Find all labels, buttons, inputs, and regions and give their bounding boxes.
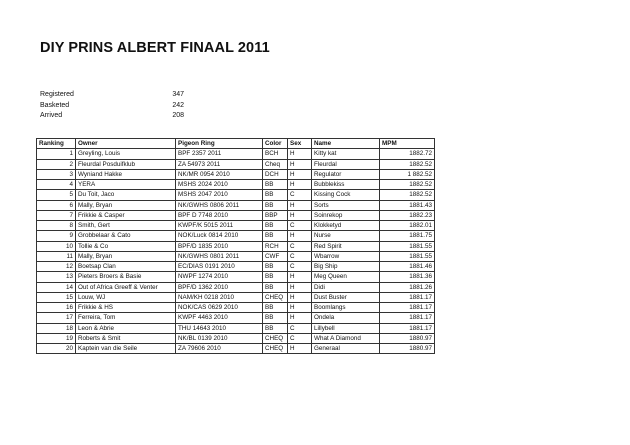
cell-pigeon-ring: NOK/Luck 0814 2010 <box>176 231 263 241</box>
cell-mpm: 1881.17 <box>380 313 435 323</box>
cell-sex: C <box>288 241 312 251</box>
cell-mpm: 1881.17 <box>380 323 435 333</box>
cell-pigeon-ring: ZA 54973 2011 <box>176 159 263 169</box>
table-row <box>37 323 435 333</box>
table-row <box>37 169 435 179</box>
cell-ranking: 19 <box>37 333 76 343</box>
table-header-row <box>37 139 435 149</box>
cell-ranking: 6 <box>37 200 76 210</box>
cell-mpm: 1 882.52 <box>380 169 435 179</box>
cell-sex: C <box>288 251 312 261</box>
cell-owner: Mally, Bryan <box>76 251 176 261</box>
stat-value: 208 <box>172 112 184 119</box>
table-row <box>37 231 435 241</box>
cell-ranking: 14 <box>37 282 76 292</box>
cell-sex: H <box>288 159 312 169</box>
cell-color: BBP <box>263 210 288 220</box>
cell-name: Lillybell <box>312 323 380 333</box>
cell-mpm: 1881.36 <box>380 272 435 282</box>
cell-name: Big Ship <box>312 262 380 272</box>
cell-ranking: 9 <box>37 231 76 241</box>
cell-sex: C <box>288 190 312 200</box>
cell-ranking: 11 <box>37 251 76 261</box>
cell-mpm: 1881.43 <box>380 200 435 210</box>
cell-sex: H <box>288 282 312 292</box>
cell-owner: Roberts & Smit <box>76 333 176 343</box>
results-table <box>36 138 435 354</box>
cell-sex: C <box>288 221 312 231</box>
cell-pigeon-ring: NWPF 1274 2010 <box>176 272 263 282</box>
stat-label: Basketed <box>40 101 70 109</box>
stat-registered <box>40 91 184 102</box>
cell-pigeon-ring: NOK/CAS 0629 2010 <box>176 303 263 313</box>
cell-color: CWF <box>263 251 288 261</box>
stat-value: 347 <box>172 91 184 98</box>
cell-sex: H <box>288 344 312 354</box>
header-ranking: Ranking <box>37 139 76 149</box>
stat-label: Arrived <box>40 112 63 119</box>
cell-owner: Frikkie & Casper <box>76 210 176 220</box>
cell-owner: Du Toit, Jaco <box>76 190 176 200</box>
cell-name: What A Diamond <box>312 333 380 343</box>
cell-color: BB <box>263 221 288 231</box>
cell-name: Regulator <box>312 169 380 179</box>
cell-name: Fleurdal <box>312 159 380 169</box>
header-mpm: MPM <box>380 139 435 149</box>
cell-pigeon-ring: NK/MR 0954 2010 <box>176 169 263 179</box>
cell-pigeon-ring: NK/GWHS 0801 2011 <box>176 251 263 261</box>
cell-color: CHEQ <box>263 333 288 343</box>
cell-pigeon-ring: THU 14643 2010 <box>176 323 263 333</box>
cell-sex: H <box>288 210 312 220</box>
cell-color: BCH <box>263 149 288 159</box>
cell-mpm: 1882.01 <box>380 221 435 231</box>
cell-owner: Ferreira, Tom <box>76 313 176 323</box>
stat-value: 242 <box>172 101 184 109</box>
cell-color: BB <box>263 303 288 313</box>
table-row <box>37 262 435 272</box>
cell-mpm: 1880.97 <box>380 333 435 343</box>
table-row <box>37 282 435 292</box>
race-stats <box>40 91 184 123</box>
cell-sex: H <box>288 303 312 313</box>
cell-pigeon-ring: KWPF/K 5015 2011 <box>176 221 263 231</box>
cell-owner: Wyniand Hakke <box>76 169 176 179</box>
cell-mpm: 1881.75 <box>380 231 435 241</box>
cell-mpm: 1882.52 <box>380 190 435 200</box>
cell-name: Nurse <box>312 231 380 241</box>
table-row <box>37 313 435 323</box>
cell-color: RCH <box>263 241 288 251</box>
cell-pigeon-ring: ZA 79606 2010 <box>176 344 263 354</box>
cell-mpm: 1882.23 <box>380 210 435 220</box>
page-title: DIY PRINS ALBERT FINAAL 2011 <box>40 40 270 56</box>
cell-pigeon-ring: NK/BL 0139 2010 <box>176 333 263 343</box>
header-name: Name <box>312 139 380 149</box>
table-row <box>37 210 435 220</box>
cell-color: Cheq <box>263 159 288 169</box>
cell-name: Meg Queen <box>312 272 380 282</box>
cell-pigeon-ring: MSHS 2047 2010 <box>176 190 263 200</box>
cell-ranking: 8 <box>37 221 76 231</box>
cell-mpm: 1882.72 <box>380 149 435 159</box>
table-row <box>37 292 435 302</box>
cell-name: Kitty kat <box>312 149 380 159</box>
cell-owner: Louw, WJ <box>76 292 176 302</box>
cell-ranking: 3 <box>37 169 76 179</box>
cell-color: BB <box>263 323 288 333</box>
cell-pigeon-ring: BPF 2357 2011 <box>176 149 263 159</box>
table-row <box>37 272 435 282</box>
cell-mpm: 1880.97 <box>380 344 435 354</box>
cell-name: Bubblekiss <box>312 180 380 190</box>
cell-color: CHEQ <box>263 344 288 354</box>
cell-owner: Kaptein van die Seile <box>76 344 176 354</box>
cell-owner: Mally, Bryan <box>76 200 176 210</box>
cell-color: BB <box>263 200 288 210</box>
cell-ranking: 18 <box>37 323 76 333</box>
cell-pigeon-ring: BPF/D 1362 2010 <box>176 282 263 292</box>
cell-ranking: 13 <box>37 272 76 282</box>
table-row <box>37 241 435 251</box>
cell-owner: Leon & Abrie <box>76 323 176 333</box>
cell-ranking: 15 <box>37 292 76 302</box>
cell-color: BB <box>263 231 288 241</box>
cell-ranking: 1 <box>37 149 76 159</box>
cell-pigeon-ring: EC/DIAS 0191 2010 <box>176 262 263 272</box>
cell-owner: Boetsap Clan <box>76 262 176 272</box>
cell-pigeon-ring: MSHS 2024 2010 <box>176 180 263 190</box>
cell-ranking: 4 <box>37 180 76 190</box>
cell-ranking: 5 <box>37 190 76 200</box>
header-color: Color <box>263 139 288 149</box>
cell-name: Wbarrow <box>312 251 380 261</box>
cell-color: BB <box>263 313 288 323</box>
table-row <box>37 221 435 231</box>
cell-color: BB <box>263 272 288 282</box>
cell-sex: H <box>288 180 312 190</box>
cell-color: BB <box>263 282 288 292</box>
table-row <box>37 200 435 210</box>
table-row <box>37 159 435 169</box>
cell-mpm: 1882.52 <box>380 180 435 190</box>
cell-mpm: 1882.52 <box>380 159 435 169</box>
table-row <box>37 303 435 313</box>
cell-owner: Greyling, Louis <box>76 149 176 159</box>
cell-name: Kissing Cock <box>312 190 380 200</box>
cell-name: Dust Buster <box>312 292 380 302</box>
cell-sex: C <box>288 323 312 333</box>
cell-pigeon-ring: BPF/D 1835 2010 <box>176 241 263 251</box>
table-row <box>37 180 435 190</box>
cell-sex: H <box>288 169 312 179</box>
cell-owner: YERA <box>76 180 176 190</box>
cell-color: BB <box>263 262 288 272</box>
cell-pigeon-ring: KWPF 4463 2010 <box>176 313 263 323</box>
cell-owner: Smith, Gert <box>76 221 176 231</box>
cell-name: Ondela <box>312 313 380 323</box>
cell-color: CHEQ <box>263 292 288 302</box>
stat-basketed <box>40 102 184 113</box>
header-owner: Owner <box>76 139 176 149</box>
cell-owner: Grobbelaar & Cato <box>76 231 176 241</box>
table-row <box>37 190 435 200</box>
cell-owner: Fleurdal Posduifklub <box>76 159 176 169</box>
cell-sex: H <box>288 200 312 210</box>
table-row <box>37 333 435 343</box>
cell-mpm: 1881.55 <box>380 241 435 251</box>
cell-name: Sorts <box>312 200 380 210</box>
cell-ranking: 16 <box>37 303 76 313</box>
cell-sex: C <box>288 262 312 272</box>
cell-name: Soinrekop <box>312 210 380 220</box>
cell-mpm: 1881.17 <box>380 292 435 302</box>
cell-ranking: 12 <box>37 262 76 272</box>
cell-owner: Tollie & Co <box>76 241 176 251</box>
cell-sex: H <box>288 272 312 282</box>
cell-mpm: 1881.17 <box>380 303 435 313</box>
cell-name: Klokketyd <box>312 221 380 231</box>
cell-color: BB <box>263 180 288 190</box>
cell-owner: Frikkie & HS <box>76 303 176 313</box>
cell-sex: H <box>288 231 312 241</box>
cell-owner: Pieters Broers & Basie <box>76 272 176 282</box>
header-pigeon-ring: Pigeon Ring <box>176 139 263 149</box>
cell-name: Red Spirit <box>312 241 380 251</box>
cell-pigeon-ring: NAM/KH 0218 2010 <box>176 292 263 302</box>
header-sex: Sex <box>288 139 312 149</box>
cell-ranking: 17 <box>37 313 76 323</box>
cell-mpm: 1881.46 <box>380 262 435 272</box>
cell-owner: Out of Africa Greeff & Venter <box>76 282 176 292</box>
cell-ranking: 10 <box>37 241 76 251</box>
table-row <box>37 344 435 354</box>
cell-name: Didi <box>312 282 380 292</box>
cell-color: DCH <box>263 169 288 179</box>
cell-name: Generaal <box>312 344 380 354</box>
stat-label: Registered <box>40 91 74 98</box>
table-row <box>37 251 435 261</box>
cell-sex: H <box>288 149 312 159</box>
table-row <box>37 149 435 159</box>
cell-sex: C <box>288 333 312 343</box>
cell-name: Boomlangs <box>312 303 380 313</box>
cell-sex: H <box>288 292 312 302</box>
cell-pigeon-ring: NK/GWHS 0806 2011 <box>176 200 263 210</box>
cell-ranking: 20 <box>37 344 76 354</box>
cell-color: BB <box>263 190 288 200</box>
cell-mpm: 1881.26 <box>380 282 435 292</box>
cell-sex: H <box>288 313 312 323</box>
cell-ranking: 7 <box>37 210 76 220</box>
cell-pigeon-ring: BPF D 7748 2010 <box>176 210 263 220</box>
stat-arrived <box>40 112 184 123</box>
cell-mpm: 1881.55 <box>380 251 435 261</box>
cell-ranking: 2 <box>37 159 76 169</box>
